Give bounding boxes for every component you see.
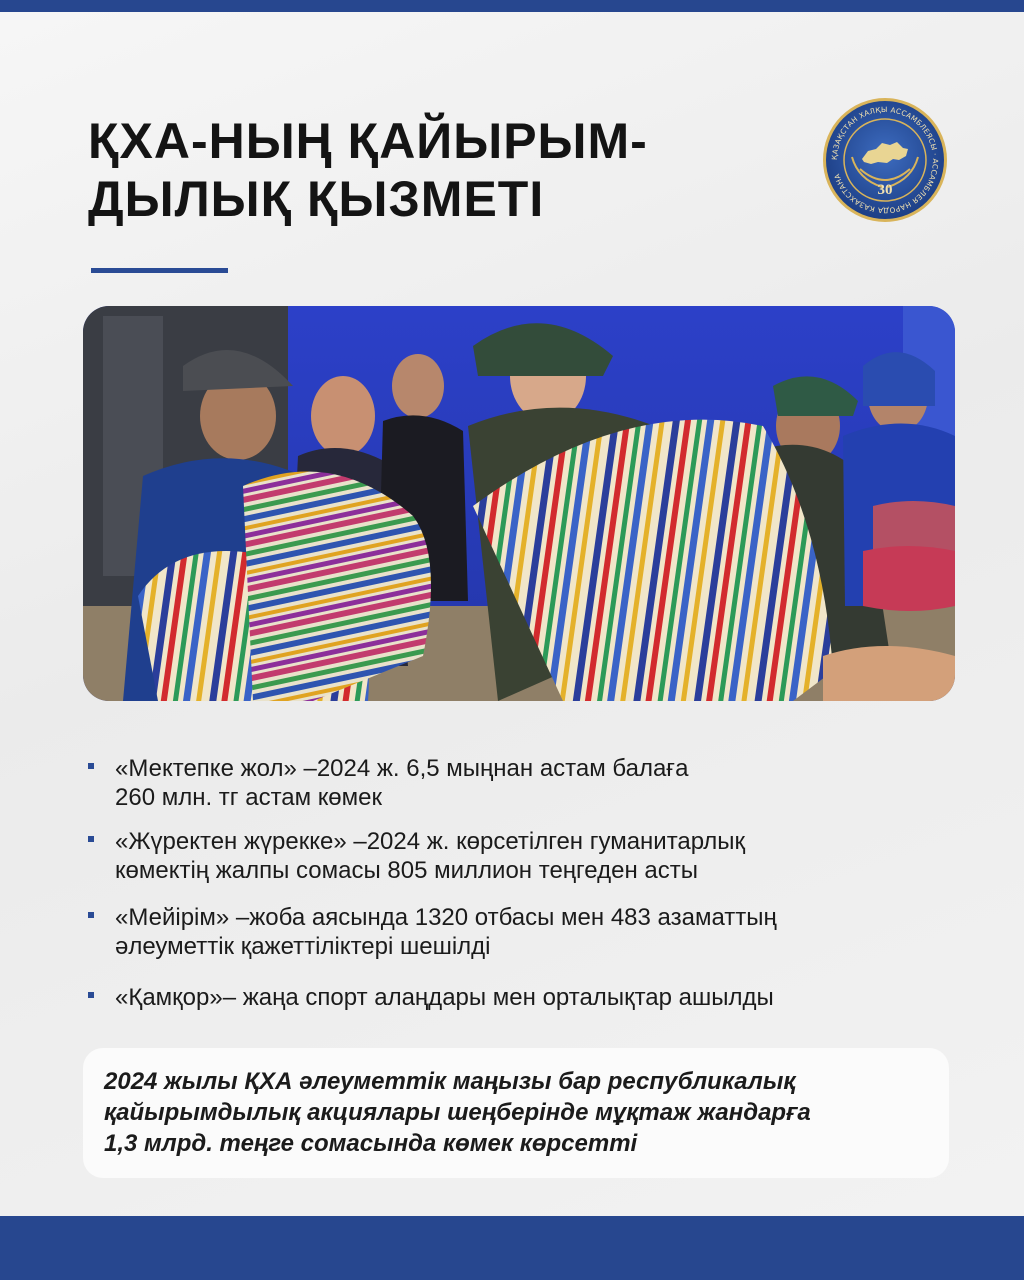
list-item-line-1: «Мектепке жол» –2024 ж. 6,5 мыңнан астам балаға	[115, 755, 689, 782]
photo-volunteers-with-blankets	[83, 306, 955, 701]
assembly-emblem-logo	[822, 97, 948, 223]
bottom-border-bar	[0, 1216, 1024, 1280]
page-title-line-2: ДЫЛЫҚ ҚЫЗМЕТІ	[88, 171, 545, 227]
bullet-marker	[88, 836, 94, 842]
logo-number: 30	[877, 182, 893, 198]
title-underline	[91, 268, 228, 273]
list-item	[88, 983, 774, 1012]
list-item	[88, 903, 777, 961]
summary-line-2: қайырымдылық акциялары шеңберінде мұқтаж жандарға	[104, 1099, 811, 1126]
bullet-marker	[88, 912, 94, 918]
logo-ring-text: ҚАЗАҚСТАН ХАЛҚЫ АССАМБЛЕЯСЫ · АССАМБЛЕЯ НАРОДА КАЗАХСТАНА	[829, 104, 941, 216]
list-item-line-1: «Қамқор»– жаңа спорт алаңдары мен орталықтар ашылды	[115, 984, 774, 1011]
top-border-bar	[0, 0, 1024, 12]
list-item-line-1: «Жүректен жүрекке» –2024 ж. көрсетілген гуманитарлық	[115, 828, 746, 855]
list-item	[88, 754, 915, 812]
summary-callout	[83, 1048, 949, 1178]
list-item	[88, 827, 745, 885]
list-item-line-2: 260 млн. тг астам көмек	[115, 784, 382, 811]
summary-line-3: 1,3 млрд. теңге сомасында көмек көрсетті	[104, 1130, 638, 1157]
list-item-line-2: көмектің жалпы сомасы 805 миллион теңгеден асты	[115, 857, 698, 884]
list-item-line-2: әлеуметтік қажеттіліктері шешілді	[115, 933, 491, 960]
page-title	[88, 112, 788, 228]
summary-line-1: 2024 жылы ҚХА әлеуметтік маңызы бар республикалық	[104, 1068, 796, 1095]
page-title-line-1: ҚХА-НЫҢ ҚАЙЫРЫМ-	[88, 113, 648, 169]
bullet-marker	[88, 763, 94, 769]
list-item-line-1: «Мейірім» –жоба аясында 1320 отбасы мен 483 азаматтың	[115, 904, 777, 931]
bullet-marker	[88, 992, 94, 998]
